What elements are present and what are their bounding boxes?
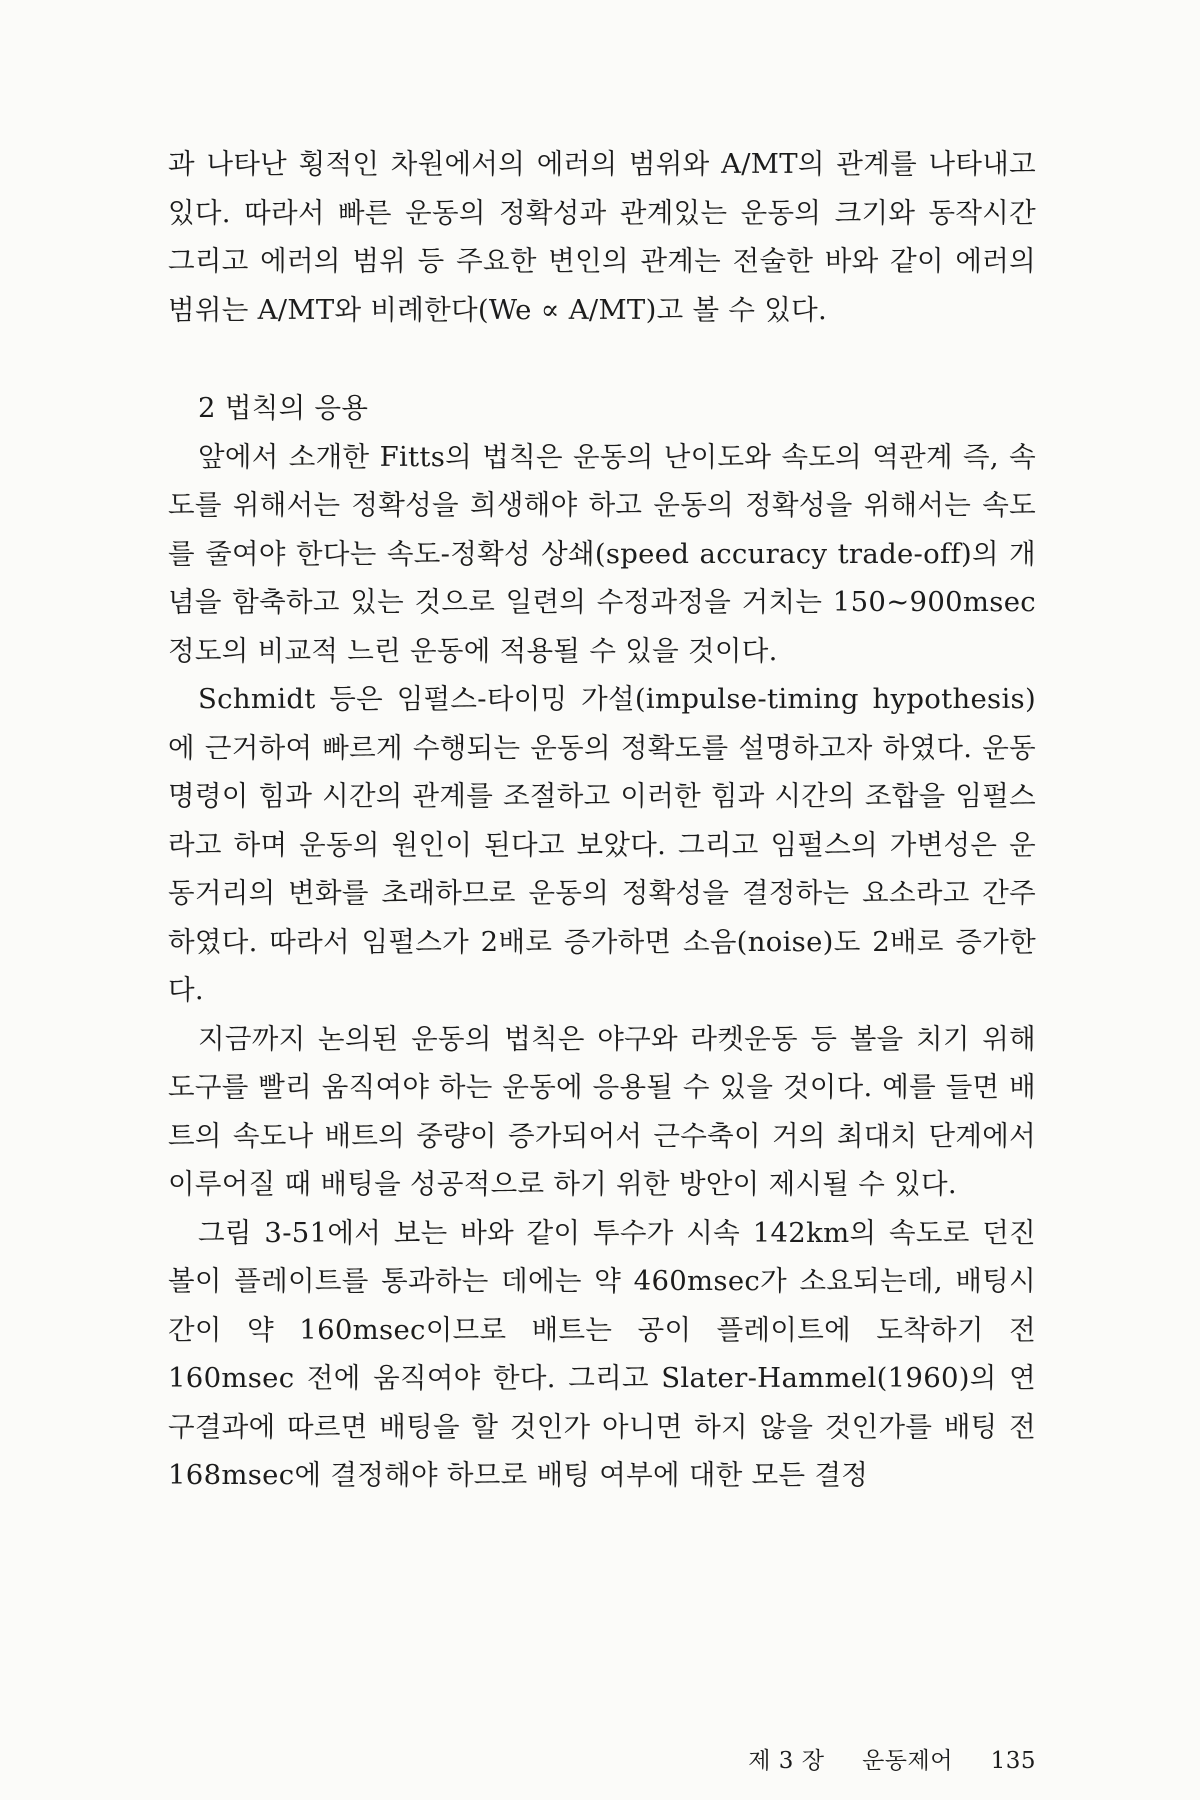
section-heading: 2 법칙의 응용: [198, 392, 369, 424]
body-paragraph-batting: 그림 3-51에서 보는 바와 같이 투수가 시속 142km의 속도로 던진 볼이 플레이트를 통과하는 데에는 약 460msec가 소요되는데, 배팅시간이 약 160msec이므로 배트는 공이 플레이트에 도착하기 전 160msec 전에 움직여야 한다. 그리고 Slater-Hammel(1960)의 연구결과에 따르면 배팅을 할 것인가 아니면 하지 않을 것인가를 배팅 전 168msec에 결정해야 하므로 배팅 여부에 대한 모든 결정: [168, 1216, 1036, 1491]
footer-chapter-title: 운동제어: [862, 1748, 953, 1774]
page-footer: [748, 1742, 1036, 1775]
body-paragraph-impulse-timing: Schmidt 등은 임펄스-타이밍 가설(impulse-timing hypothesis)에 근거하여 빠르게 수행되는 운동의 정확도를 설명하고자 하였다. 운동 명령이 힘과 시간의 관계를 조절하고 이러한 힘과 시간의 조합을 임펄스라고 하며 운동의 원인이 된다고 보았다. 그리고 임펄스의 가변성은 운동거리의 변화를 초래하므로 운동의 정확성을 결정하는 요소라고 간주하였다. 따라서 임펄스가 2배로 증가하면 소음(noise)도 2배로 증가한다.: [168, 683, 1036, 1006]
footer-chapter: 제 3 장: [748, 1748, 825, 1774]
body-paragraph-application: 지금까지 논의된 운동의 법칙은 야구와 라켓운동 등 볼을 치기 위해 도구를 빨리 움직여야 하는 운동에 응용될 수 있을 것이다. 예를 들면 배트의 속도나 배트의 중량이 증가되어서 근수축이 거의 최대치 단계에서 이루어질 때 배팅을 성공적으로 하기 위한 방안이 제시될 수 있다.: [168, 1022, 1036, 1200]
body-paragraph-fitts-law: 앞에서 소개한 Fitts의 법칙은 운동의 난이도와 속도의 역관계 즉, 속도를 위해서는 정확성을 희생해야 하고 운동의 정확성을 위해서는 속도를 줄여야 한다는 속도-정확성 상쇄(speed accuracy trade-off)의 개념을 함축하고 있는 것으로 일련의 수정과정을 거치는 150~900msec 정도의 비교적 느린 운동에 적용될 수 있을 것이다.: [168, 440, 1036, 667]
page-number: 135: [990, 1748, 1036, 1774]
body-paragraph-continued: 과 나타난 횡적인 차원에서의 에러의 범위와 A/MT의 관계를 나타내고 있다. 따라서 빠른 운동의 정확성과 관계있는 운동의 크기와 동작시간 그리고 에러의 범위 등 주요한 변인의 관계는 전술한 바와 같이 에러의 범위는 A/MT와 비례한다(We ∝ A/MT)고 볼 수 있다.: [168, 148, 1036, 326]
book-page: [168, 140, 1036, 1774]
